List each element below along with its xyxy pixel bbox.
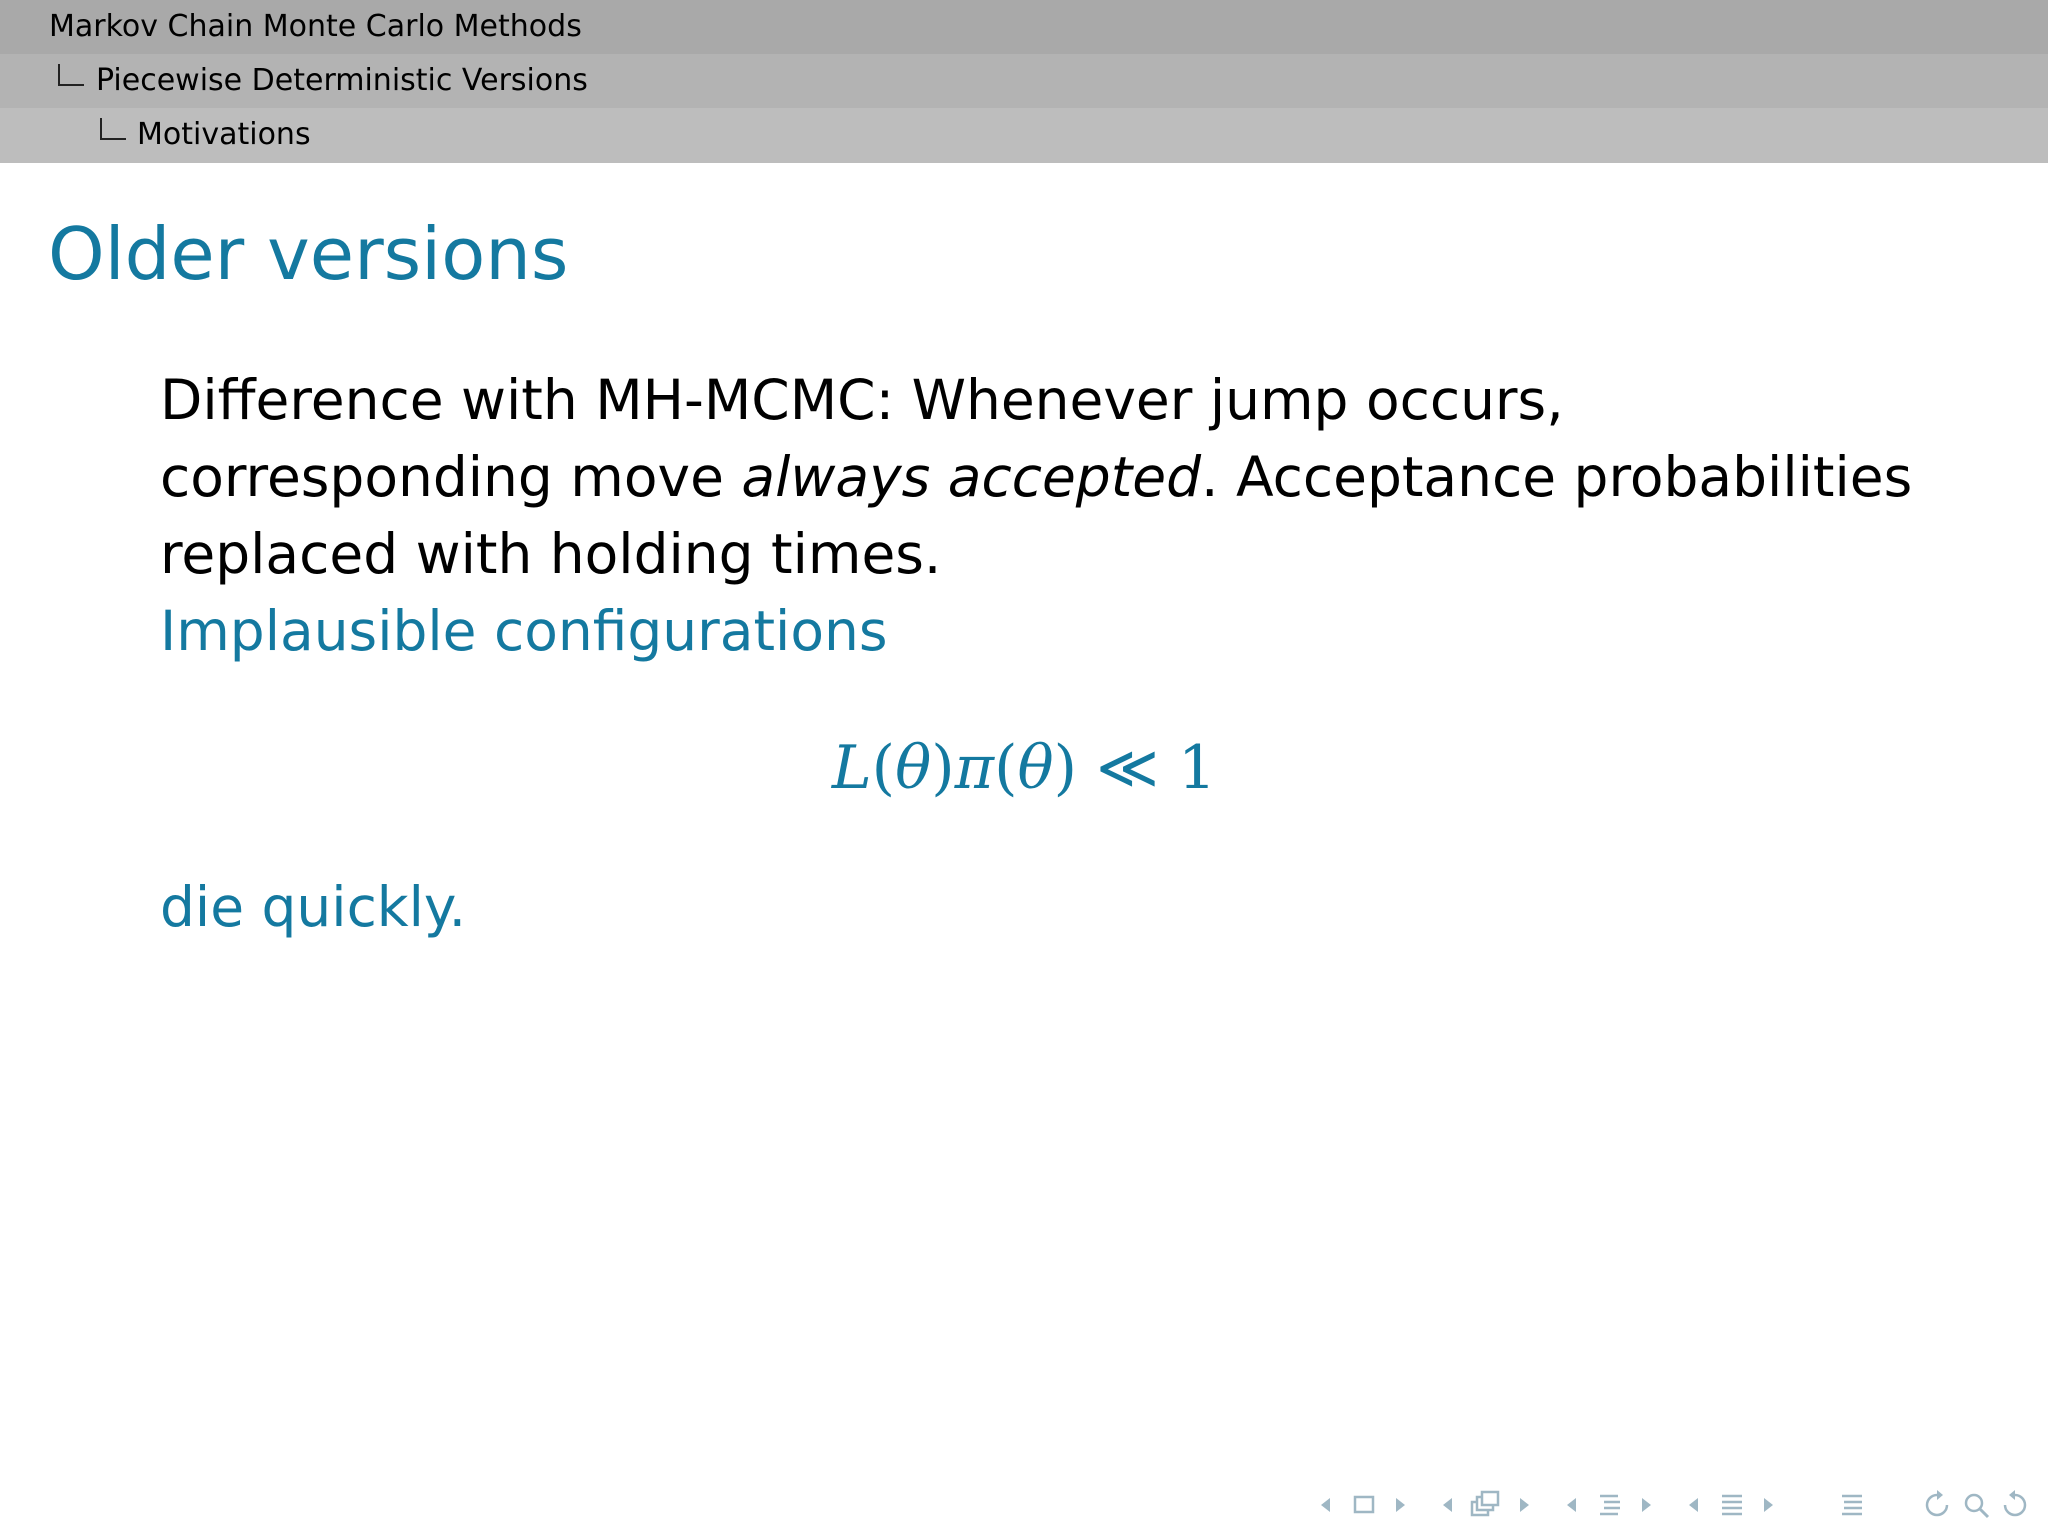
prev-frame-icon[interactable] bbox=[1318, 1488, 1332, 1522]
breadcrumb-subsubsection-label: Motivations bbox=[137, 117, 311, 152]
appendix-icon[interactable] bbox=[1838, 1488, 1866, 1522]
highlight-text: Implausible configurations bbox=[160, 599, 888, 663]
breadcrumb-section[interactable] bbox=[0, 0, 2048, 54]
tree-elbow-icon bbox=[58, 64, 84, 86]
breadcrumb-subsubsection[interactable] bbox=[0, 108, 2048, 163]
back-icon[interactable] bbox=[1920, 1488, 1954, 1522]
tree-elbow-icon bbox=[100, 118, 126, 140]
prev-subsection-icon[interactable] bbox=[1440, 1488, 1454, 1522]
prev-section-icon[interactable] bbox=[1564, 1488, 1578, 1522]
breadcrumb-subsection[interactable] bbox=[0, 54, 2048, 108]
conclusion-text: die quickly. bbox=[160, 875, 467, 939]
document-icon[interactable] bbox=[1718, 1488, 1746, 1522]
formula-theta: θ bbox=[1017, 733, 1054, 803]
body-paragraph bbox=[160, 362, 1940, 593]
formula-likelihood: L bbox=[831, 733, 872, 803]
formula-relation: ≪ bbox=[1096, 733, 1159, 803]
breadcrumb-subsection-label: Piecewise Deterministic Versions bbox=[96, 63, 588, 98]
breadcrumb-section-label: Markov Chain Monte Carlo Methods bbox=[49, 9, 582, 44]
para-text-end: . Acceptance probabilities replaced with holding times. bbox=[160, 445, 1913, 586]
formula-pi: π bbox=[954, 733, 995, 803]
para-emphasis: always accepted bbox=[741, 445, 1202, 509]
para-text-start: Difference with MH-MCMC: Whenever jump occurs, corresponding move bbox=[160, 368, 1564, 509]
formula-theta: θ bbox=[895, 733, 932, 803]
subsection-icon[interactable] bbox=[1468, 1488, 1502, 1522]
formula-rhs: 1 bbox=[1177, 733, 1217, 803]
frame-title: Older versions bbox=[48, 212, 569, 296]
next-section-icon[interactable] bbox=[1640, 1488, 1654, 1522]
navigation-bar bbox=[0, 1488, 2048, 1522]
next-subsection-icon[interactable] bbox=[1518, 1488, 1532, 1522]
next-frame-icon[interactable] bbox=[1394, 1488, 1408, 1522]
next-document-icon[interactable] bbox=[1762, 1488, 1776, 1522]
forward-icon[interactable] bbox=[1998, 1488, 2032, 1522]
display-formula: L(θ)π(θ) ≪ 1 bbox=[831, 733, 1217, 803]
search-icon[interactable] bbox=[1960, 1488, 1994, 1522]
section-icon[interactable] bbox=[1596, 1488, 1624, 1522]
frame-icon[interactable] bbox=[1352, 1488, 1376, 1522]
prev-document-icon[interactable] bbox=[1686, 1488, 1700, 1522]
